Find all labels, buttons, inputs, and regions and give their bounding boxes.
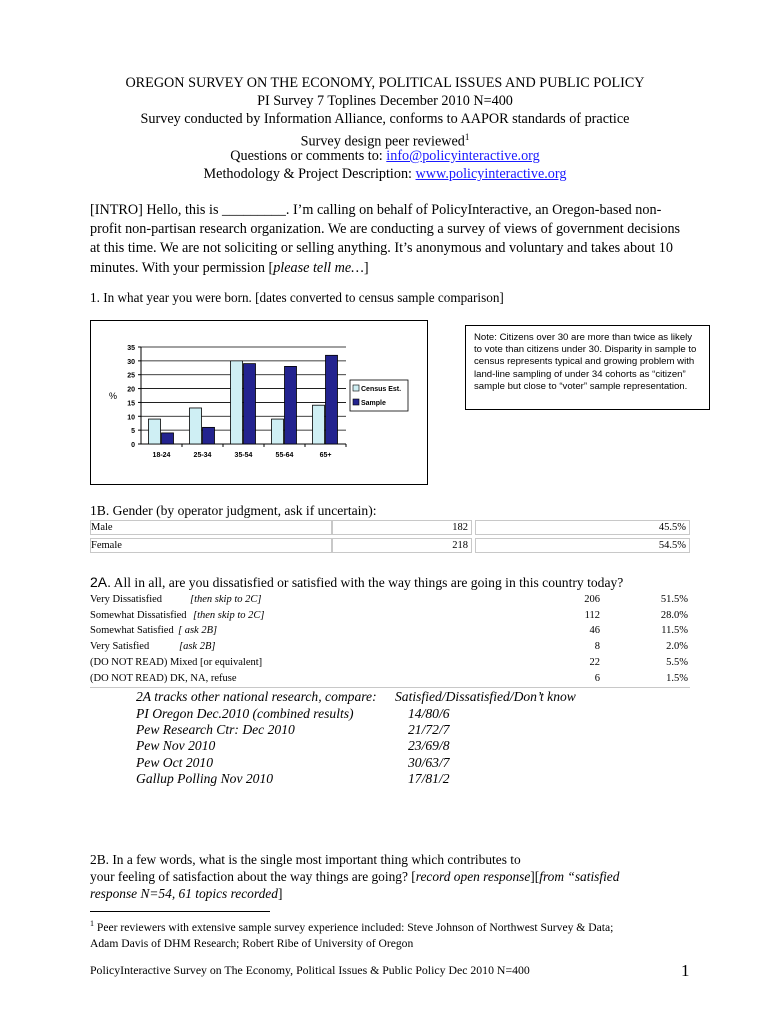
question-2b-line3 bbox=[90, 885, 690, 902]
footnote-divider bbox=[90, 911, 270, 912]
q2b-count: response N=54, 61 topics recorded bbox=[90, 886, 278, 901]
response-count: 22 bbox=[589, 656, 600, 668]
table-row bbox=[90, 640, 690, 655]
compare-source: Gallup Polling Nov 2010 bbox=[136, 770, 274, 786]
contact-label: Questions or comments to: bbox=[230, 148, 383, 164]
response-label: (DO NOT READ) Mixed [or equivalent] bbox=[90, 656, 263, 668]
question-1b: 1B. Gender (by operator judgment, ask if uncertain): bbox=[90, 503, 377, 518]
response-label: Very Satisfied bbox=[90, 641, 150, 653]
question-2a bbox=[90, 574, 623, 591]
footnote bbox=[90, 916, 690, 952]
footnote-text1: Peer reviewers with extensive sample survey experience included: Steve Johnson of Northwest Survey & Data; bbox=[94, 920, 614, 934]
y-axis-label: % bbox=[108, 391, 118, 401]
y-tick-label: 25 bbox=[127, 372, 135, 380]
doc-title: OREGON SURVEY ON THE ECONOMY, POLITICAL ISSUES AND PUBLIC POLICY bbox=[125, 75, 645, 91]
x-tick-label: 35-54 bbox=[234, 452, 253, 459]
gender-pct: 45.5% bbox=[658, 522, 686, 533]
response-pct: 5.5% bbox=[666, 656, 688, 668]
q2b-sep: ][ bbox=[530, 869, 540, 884]
bar-sample35-54 bbox=[244, 364, 256, 444]
footnote-line2: Adam Davis of DHM Research; Robert Ribe of University of Oregon bbox=[90, 936, 414, 950]
table-row bbox=[90, 520, 690, 535]
gender-label-cell bbox=[90, 538, 332, 553]
gender-pct-cell bbox=[475, 520, 690, 535]
bar-sample55-64 bbox=[285, 366, 297, 444]
x-tick-label: 55-64 bbox=[275, 452, 294, 459]
y-tick-label: 10 bbox=[127, 414, 135, 422]
page-footer: PolicyInteractive Survey on The Economy, Political Issues & Public Policy Dec 2010 N=400 bbox=[90, 963, 530, 977]
bar-sample65+ bbox=[326, 355, 338, 444]
compare-value: 23/69/8 bbox=[408, 738, 450, 754]
response-count: 46 bbox=[589, 625, 600, 637]
response-pct: 28.0% bbox=[660, 609, 688, 621]
chart-note: Note: Citizens over 30 are more than twice as likely to vote than citizens under 30. Disparity in sample to census represents typical and growing problem with land-line sampling of under 34 cohorts as “citizen” sample but close to “voter” sample representation. bbox=[465, 325, 710, 410]
y-tick-label: 5 bbox=[131, 428, 135, 436]
footnote-number: 1 bbox=[90, 919, 94, 928]
response-count: 112 bbox=[584, 609, 600, 621]
response-label: Somewhat Dissatisfied bbox=[90, 609, 187, 621]
bar-census-est-65+ bbox=[313, 405, 325, 444]
methodology-line bbox=[0, 165, 770, 183]
response-label: Very Dissatisfied bbox=[90, 594, 163, 605]
question-2a-number: 2A. bbox=[90, 574, 112, 590]
contact-line bbox=[0, 147, 770, 165]
bar-sample18-24 bbox=[162, 433, 174, 444]
compare-value: 21/72/7 bbox=[408, 722, 450, 738]
compare-header-right: Satisfied/Dissatisfied/Don’t know bbox=[395, 689, 576, 704]
legend-swatch bbox=[353, 385, 359, 391]
question-2a-text: All in all, are you dissatisfied or satisfied with the way things are going in this country today? bbox=[111, 575, 624, 590]
legend-swatch bbox=[353, 399, 359, 405]
table-row bbox=[90, 656, 690, 671]
gender-pct-cell bbox=[475, 538, 690, 553]
response-instruction: [ask 2B] bbox=[179, 641, 216, 653]
gender-count: 218 bbox=[452, 540, 468, 551]
response-count: 6 bbox=[594, 672, 600, 684]
legend-label: Census Est. bbox=[361, 386, 402, 393]
y-tick-label: 0 bbox=[131, 442, 135, 449]
intro-text: [INTRO] Hello, this is _________. I’m calling on behalf of PolicyInteractive, an Oregon-based non-profit non-partisan research organization. We are conducting a survey of views of government decisions at this time. We are not soliciting or selling anything. It’s anonymous and voluntary and takes about 10 minutes. With your permission [ bbox=[90, 202, 681, 276]
compare-header-left: 2A tracks other national research, compare: bbox=[136, 689, 377, 704]
question-2b-line1: 2B. In a few words, what is the single most important thing which contributes to bbox=[90, 852, 521, 867]
response-pct: 11.5% bbox=[661, 625, 688, 637]
contact-email-link[interactable]: info@policyinteractive.org bbox=[386, 148, 540, 164]
doc-subtitle: PI Survey 7 Toplines December 2010 N=400 bbox=[257, 93, 513, 109]
bar-census-est-25-34 bbox=[190, 408, 202, 444]
bar-sample25-34 bbox=[203, 427, 215, 444]
compare-value: 17/81/2 bbox=[408, 770, 450, 786]
gender-count: 182 bbox=[452, 522, 468, 533]
x-tick-label: 25-34 bbox=[193, 452, 212, 459]
intro-italic: please tell me… bbox=[273, 259, 364, 276]
footnote-ref[interactable]: 1 bbox=[464, 132, 470, 142]
y-tick-label: 35 bbox=[127, 345, 135, 352]
compare-source: Pew Oct 2010 bbox=[136, 754, 214, 770]
q2b-close: ] bbox=[277, 886, 283, 901]
bar-census-est-18-24 bbox=[149, 419, 161, 444]
response-pct: 1.5% bbox=[666, 672, 688, 684]
question-2b bbox=[90, 851, 690, 902]
y-tick-label: 30 bbox=[127, 358, 135, 366]
website-link[interactable]: www.policyinteractive.org bbox=[415, 166, 567, 182]
response-pct: 2.0% bbox=[666, 641, 688, 653]
y-tick-label: 20 bbox=[127, 386, 135, 394]
page-number: 1 bbox=[681, 961, 690, 980]
response-instruction: [ ask 2B] bbox=[178, 625, 218, 637]
bar-census-est-35-54 bbox=[231, 361, 243, 444]
q2b-text: your feeling of satisfaction about the way things are going? [ bbox=[90, 869, 416, 884]
compare-source: Pew Research Ctr: Dec 2010 bbox=[136, 722, 295, 738]
response-instruction: [then skip to 2C] bbox=[190, 594, 262, 605]
table-row bbox=[90, 672, 690, 688]
response-instruction: [then skip to 2C] bbox=[193, 609, 265, 621]
doc-methodology-line: Survey conducted by Information Alliance, conforms to AAPOR standards of practice bbox=[140, 111, 630, 127]
footnote-line1 bbox=[90, 916, 690, 936]
age-chart-svg bbox=[91, 321, 427, 484]
y-tick-label: 15 bbox=[127, 400, 135, 408]
response-count: 8 bbox=[594, 641, 600, 653]
table-row bbox=[90, 609, 690, 624]
peer-review-text: Survey design peer reviewed bbox=[300, 133, 465, 150]
q2b-inst2: from “satisfied bbox=[539, 869, 620, 884]
gender-label-cell bbox=[90, 520, 332, 535]
gender-pct: 54.5% bbox=[658, 540, 686, 551]
table-row bbox=[90, 538, 690, 553]
legend-label: Sample bbox=[361, 400, 386, 407]
compare-value: 14/80/6 bbox=[408, 706, 450, 721]
age-chart bbox=[90, 320, 428, 485]
q2b-inst: record open response bbox=[415, 869, 531, 884]
response-pct: 51.5% bbox=[660, 594, 688, 605]
response-label: (DO NOT READ) DK, NA, refuse bbox=[90, 672, 237, 684]
question-1: 1. In what year you were born. [dates converted to census sample comparison] bbox=[90, 290, 504, 305]
response-label: Somewhat Satisfied bbox=[90, 625, 174, 637]
compare-source: PI Oregon Dec.2010 (combined results) bbox=[136, 706, 354, 721]
bar-census-est-55-64 bbox=[272, 419, 284, 444]
table-row bbox=[90, 593, 690, 608]
intro-end: ] bbox=[363, 259, 369, 276]
x-tick-label: 18-24 bbox=[152, 452, 171, 459]
table-row bbox=[90, 624, 690, 639]
gender-count-cell bbox=[332, 520, 472, 535]
compare-value: 30/63/7 bbox=[408, 754, 450, 770]
intro-paragraph bbox=[90, 201, 690, 278]
methodology-label: Methodology & Project Description: bbox=[203, 166, 412, 182]
gender-label: Male bbox=[91, 522, 113, 533]
gender-label: Female bbox=[91, 540, 122, 551]
x-tick-label: 65+ bbox=[319, 452, 332, 459]
response-count: 206 bbox=[584, 594, 600, 605]
gender-count-cell bbox=[332, 538, 472, 553]
question-2b-line2 bbox=[90, 868, 690, 885]
compare-source: Pew Nov 2010 bbox=[136, 738, 216, 754]
